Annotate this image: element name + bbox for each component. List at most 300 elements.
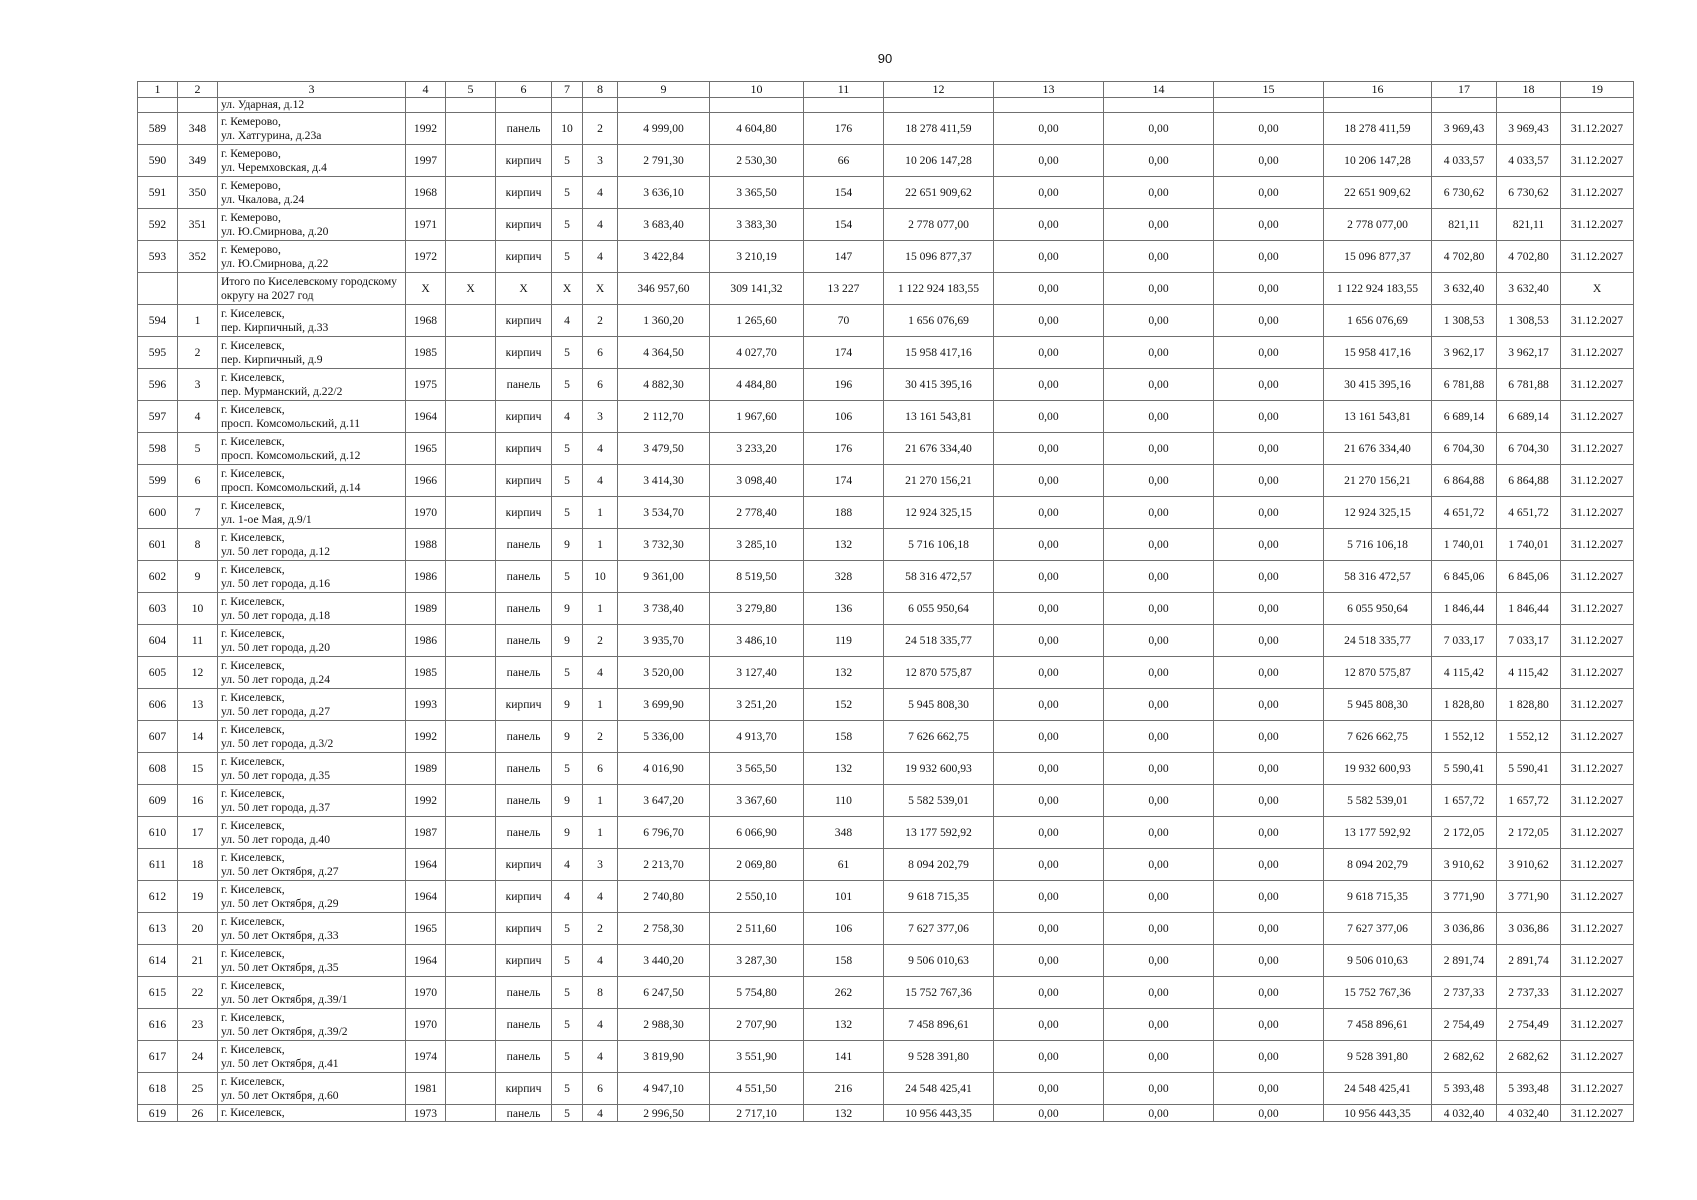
table-cell: 3 565,50 [710,753,804,785]
table-cell: 0,00 [1104,849,1214,881]
table-row [138,241,1634,273]
address-cell [218,305,406,337]
table-cell: кирпич [496,849,552,881]
table-cell: 106 [804,913,884,945]
table-cell [446,1105,496,1122]
table-cell [446,977,496,1009]
table-row [138,849,1634,881]
table-cell: 0,00 [1104,305,1214,337]
table-cell: 10 956 443,35 [1324,1105,1432,1122]
table-cell: 4 032,40 [1497,1105,1561,1122]
table-cell: 5 716 106,18 [1324,529,1432,561]
table-cell: 0,00 [1214,977,1324,1009]
address-line: ул. 50 лет города, д.3/2 [221,736,334,750]
table-cell: 5 716 106,18 [884,529,994,561]
table-cell: 616 [138,1009,178,1041]
table-cell: 4 016,90 [618,753,710,785]
address-line: пер. Мурманский, д.22/2 [221,384,343,398]
table-cell: 1 552,12 [1432,721,1497,753]
table-cell: 4 [583,465,618,497]
table-cell: 6 [583,1073,618,1105]
subtotal-row [138,273,1634,305]
table-cell: 1965 [406,913,446,945]
table-cell: 1975 [406,369,446,401]
table-cell: 1974 [406,1041,446,1073]
table-cell: 349 [178,145,218,177]
table-cell: кирпич [496,689,552,721]
table-cell: 31.12.2027 [1561,497,1634,529]
table-cell: 0,00 [1214,913,1324,945]
table-cell: 3 969,43 [1432,113,1497,145]
table-cell: 2 550,10 [710,881,804,913]
table-cell: 106 [804,401,884,433]
table-cell: 31.12.2027 [1561,945,1634,977]
address-cell [218,241,406,273]
table-cell: кирпич [496,401,552,433]
table-cell: 6 055 950,64 [884,593,994,625]
table-cell: 132 [804,753,884,785]
table-cell: 6 066,90 [710,817,804,849]
table-cell: 2 754,49 [1432,1009,1497,1041]
address-cell [218,1105,406,1122]
table-cell: 141 [804,1041,884,1073]
table-cell: 3 969,43 [1497,113,1561,145]
table-cell: 0,00 [1214,785,1324,817]
address-line: ул. 50 лет Октября, д.27 [221,864,339,878]
column-number-header: 4 [406,82,446,98]
address-line: ул. 50 лет города, д.20 [221,640,331,654]
table-cell: кирпич [496,465,552,497]
table-cell: 0,00 [994,785,1104,817]
table-cell: 0,00 [1214,177,1324,209]
table-cell: 31.12.2027 [1561,977,1634,1009]
table-cell: 0,00 [1104,561,1214,593]
table-cell [583,98,618,113]
table-cell: 4 947,10 [618,1073,710,1105]
table-cell: 1 [583,785,618,817]
table-cell [446,433,496,465]
table-cell: 31.12.2027 [1561,529,1634,561]
table-cell: 617 [138,1041,178,1073]
table-cell: 5 582 539,01 [884,785,994,817]
table-cell: 348 [178,113,218,145]
table-cell: 9 [552,721,583,753]
address-line: ул. Черемховская, д.4 [221,160,327,174]
address-cell [218,401,406,433]
address-line: ул. Ю.Смирнова, д.20 [221,224,329,238]
table-cell: 6 [178,465,218,497]
table-cell: 3 520,00 [618,657,710,689]
address-line: ул. 50 лет города, д.18 [221,608,331,622]
address-line: г. Киселевск, [221,946,285,960]
address-line: г. Киселевск, [221,690,285,704]
table-cell: 6 [583,337,618,369]
table-cell: 31.12.2027 [1561,241,1634,273]
table-cell: 13 161 543,81 [884,401,994,433]
continuation-row [138,98,1634,113]
table-cell: 4 [552,881,583,913]
table-cell: 4 651,72 [1432,497,1497,529]
table-cell: 0,00 [1104,1041,1214,1073]
address-cell [218,785,406,817]
table-cell: 0,00 [994,945,1104,977]
table-cell: 5 393,48 [1497,1073,1561,1105]
address-line: г. Киселевск, [221,754,285,768]
table-cell: 21 676 334,40 [884,433,994,465]
table-cell: 1970 [406,977,446,1009]
table-cell: 31.12.2027 [1561,913,1634,945]
table-cell: 0,00 [1104,241,1214,273]
table-cell: 608 [138,753,178,785]
table-cell: 348 [804,817,884,849]
table-cell: 5 [552,465,583,497]
table-cell: 31.12.2027 [1561,209,1634,241]
table-body [138,82,1634,1122]
address-line: г. Киселевск, [221,434,285,448]
table-cell: 0,00 [1104,1009,1214,1041]
table-cell: 31.12.2027 [1561,1073,1634,1105]
address-line: пер. Кирпичный, д.33 [221,320,329,334]
table-cell: кирпич [496,337,552,369]
table-cell: 5 754,80 [710,977,804,1009]
table-cell: 1964 [406,881,446,913]
column-number-header: 11 [804,82,884,98]
table-cell: 7 458 896,61 [1324,1009,1432,1041]
table-cell: 1 [583,529,618,561]
table-cell [446,881,496,913]
table-cell: 31.12.2027 [1561,689,1634,721]
table-row [138,977,1634,1009]
column-number-header: 7 [552,82,583,98]
table-cell: кирпич [496,433,552,465]
table-cell [446,1041,496,1073]
address-cell [218,625,406,657]
table-cell: 20 [178,913,218,945]
table-cell: 9 [178,561,218,593]
table-cell: 3 683,40 [618,209,710,241]
table-cell: 31.12.2027 [1561,113,1634,145]
table-row [138,721,1634,753]
table-cell: 0,00 [994,689,1104,721]
address-line: просп. Комсомольский, д.11 [221,416,361,430]
table-cell: 30 415 395,16 [1324,369,1432,401]
address-line: г. Киселевск, [221,370,285,384]
table-cell: 0,00 [1104,913,1214,945]
table-cell: панель [496,1105,552,1122]
table-cell: 21 [178,945,218,977]
table-cell: 0,00 [1214,625,1324,657]
table-cell: 3 285,10 [710,529,804,561]
table-cell: 0,00 [994,625,1104,657]
table-cell: 2 213,70 [618,849,710,881]
column-number-header: 5 [446,82,496,98]
table-cell: 1968 [406,177,446,209]
table-cell: 31.12.2027 [1561,177,1634,209]
table-cell [446,209,496,241]
table-cell: 0,00 [1214,561,1324,593]
table-cell: 3 732,30 [618,529,710,561]
table-cell: 0,00 [994,465,1104,497]
table-cell [446,817,496,849]
table-cell: панель [496,113,552,145]
address-cell [218,945,406,977]
table-cell: 13 161 543,81 [1324,401,1432,433]
address-line: г. Киселевск, [221,306,285,320]
table-cell: 3 365,50 [710,177,804,209]
table-cell: 1 656 076,69 [884,305,994,337]
column-number-header: 3 [218,82,406,98]
table-cell [446,561,496,593]
table-cell: 0,00 [994,113,1104,145]
table-cell: 1972 [406,241,446,273]
column-number-header: 12 [884,82,994,98]
table-cell: 4 [583,1009,618,1041]
address-line: просп. Комсомольский, д.12 [221,448,361,462]
table-row [138,785,1634,817]
table-cell: 30 415 395,16 [884,369,994,401]
table-cell: 5 [552,337,583,369]
table-cell: 7 626 662,75 [884,721,994,753]
table-cell: 6 055 950,64 [1324,593,1432,625]
address-cell [218,817,406,849]
table-cell: 0,00 [1214,593,1324,625]
table-cell [446,689,496,721]
table-cell: 3 383,30 [710,209,804,241]
table-cell [446,465,496,497]
table-cell: 24 [178,1041,218,1073]
table-cell: 4 [583,209,618,241]
table-cell: 7 626 662,75 [1324,721,1432,753]
table-row [138,913,1634,945]
table-cell: 7 [178,497,218,529]
table-cell: 3 486,10 [710,625,804,657]
table-cell: 0,00 [994,753,1104,785]
table-cell: 4 [583,945,618,977]
table-cell: 15 096 877,37 [884,241,994,273]
table-cell: 0,00 [1104,273,1214,305]
table-cell: панель [496,753,552,785]
address-line: г. Киселевск, [221,978,285,992]
table-cell: панель [496,625,552,657]
table-cell: 58 316 472,57 [884,561,994,593]
table-cell: 821,11 [1432,209,1497,241]
table-cell: X [552,273,583,305]
table-cell: 1 828,80 [1432,689,1497,721]
table-cell: 0,00 [1104,209,1214,241]
table-cell: 0,00 [1214,433,1324,465]
table-cell: 12 870 575,87 [1324,657,1432,689]
table-row [138,593,1634,625]
table-cell: 26 [178,1105,218,1122]
address-line: ул. 50 лет Октября, д.60 [221,1088,339,1102]
table-cell: 31.12.2027 [1561,849,1634,881]
table-cell [1324,98,1432,113]
address-line: г. Киселевск, [221,402,285,416]
address-line: г. Киселевск, [221,626,285,640]
table-cell: 601 [138,529,178,561]
table-cell: 3 632,40 [1432,273,1497,305]
table-cell: 154 [804,209,884,241]
address-cell [218,561,406,593]
table-cell: 5 [552,145,583,177]
table-row [138,369,1634,401]
table-cell: панель [496,1009,552,1041]
table-row [138,113,1634,145]
table-cell: 19 932 600,93 [884,753,994,785]
table-cell: 5 [552,177,583,209]
table-cell: 5 945 808,30 [1324,689,1432,721]
table-cell: 6 [583,369,618,401]
address-line: пер. Кирпичный, д.9 [221,352,323,366]
table-cell: кирпич [496,177,552,209]
table-cell: 4 913,70 [710,721,804,753]
table-cell: 592 [138,209,178,241]
address-line: г. Кемерово, [221,178,281,192]
table-cell: 1964 [406,849,446,881]
table-cell: 22 651 909,62 [884,177,994,209]
address-line: г. Киселевск, [221,658,285,672]
table-cell: 1968 [406,305,446,337]
table-cell: 4 [583,433,618,465]
table-cell: 4 [583,657,618,689]
address-line: г. Киселевск, [221,530,285,544]
table-cell: 3 771,90 [1432,881,1497,913]
table-cell: 4 032,40 [1432,1105,1497,1122]
table-cell: 3 910,62 [1497,849,1561,881]
table-cell: 0,00 [1104,369,1214,401]
table-cell: 1 740,01 [1497,529,1561,561]
table-cell [446,849,496,881]
table-cell: 821,11 [1497,209,1561,241]
address-cell [218,721,406,753]
table-cell: 25 [178,1073,218,1105]
table-cell: кирпич [496,1073,552,1105]
continuation-address: ул. Ударная, д.12 [218,98,406,113]
table-cell: 3 036,86 [1497,913,1561,945]
table-cell: 31.12.2027 [1561,1105,1634,1122]
table-cell: 3 [583,849,618,881]
table-cell: 6 730,62 [1432,177,1497,209]
table-cell [446,145,496,177]
table-cell: 17 [178,817,218,849]
table-cell: 0,00 [1104,337,1214,369]
table-row [138,945,1634,977]
table-cell: 70 [804,305,884,337]
address-line: г. Киселевск, [221,594,285,608]
table-cell: 0,00 [1214,817,1324,849]
table-cell: 9 [552,529,583,561]
table-cell: 7 033,17 [1497,625,1561,657]
table-cell: 0,00 [1104,401,1214,433]
column-number-header: 2 [178,82,218,98]
table-cell: 3 210,19 [710,241,804,273]
table-cell: 0,00 [1104,753,1214,785]
address-line: г. Киселевск, [221,1042,285,1056]
table-cell: 1 740,01 [1432,529,1497,561]
table-cell: 0,00 [1214,689,1324,721]
table-cell: 18 [178,849,218,881]
table-row [138,817,1634,849]
table-cell: 610 [138,817,178,849]
table-cell: 2 996,50 [618,1105,710,1122]
table-cell: 600 [138,497,178,529]
table-cell: 196 [804,369,884,401]
column-number-header: 16 [1324,82,1432,98]
table-cell: 9 506 010,63 [1324,945,1432,977]
table-cell: 4 027,70 [710,337,804,369]
table-cell: 2 [583,113,618,145]
table-cell: 5 [552,657,583,689]
table-cell: 3 738,40 [618,593,710,625]
table-cell: 22 [178,977,218,1009]
table-cell: X [583,273,618,305]
table-cell: 0,00 [994,337,1104,369]
table-cell: 132 [804,1009,884,1041]
table-cell: 0,00 [994,1009,1104,1041]
address-cell [218,433,406,465]
table-cell: 2 172,05 [1497,817,1561,849]
table-cell: 16 [178,785,218,817]
table-cell: 1988 [406,529,446,561]
table-cell: 9 [552,785,583,817]
table-cell: 7 627 377,06 [884,913,994,945]
table-cell: 3 367,60 [710,785,804,817]
table-cell [804,98,884,113]
table-cell: 4 882,30 [618,369,710,401]
table-cell: 154 [804,177,884,209]
table-cell: 0,00 [994,849,1104,881]
table-cell: 2 754,49 [1497,1009,1561,1041]
table-cell [446,98,496,113]
table-cell: кирпич [496,497,552,529]
table-cell: 0,00 [1104,113,1214,145]
table-cell: 2 [583,913,618,945]
table-cell: 1986 [406,625,446,657]
table-cell: 0,00 [1214,849,1324,881]
table-cell: 1985 [406,337,446,369]
table-cell: 31.12.2027 [1561,401,1634,433]
table-cell: 4 364,50 [618,337,710,369]
table-cell: 2 172,05 [1432,817,1497,849]
table-cell [446,1009,496,1041]
table-row [138,177,1634,209]
address-cell [218,1009,406,1041]
table-cell: 13 227 [804,273,884,305]
table-cell: 5 [552,1105,583,1122]
address-line: ул. 50 лет города, д.12 [221,544,331,558]
table-row [138,497,1634,529]
table-cell: 7 627 377,06 [1324,913,1432,945]
table-cell: 597 [138,401,178,433]
table-cell: 0,00 [1104,689,1214,721]
table-cell: панель [496,1041,552,1073]
column-number-header: 15 [1214,82,1324,98]
table-cell [446,241,496,273]
table-cell: 604 [138,625,178,657]
address-line: ул. 50 лет Октября, д.39/1 [221,992,348,1006]
column-number-header: 18 [1497,82,1561,98]
table-cell: 2 112,70 [618,401,710,433]
table-cell: 2 778 077,00 [884,209,994,241]
table-cell: панель [496,721,552,753]
table-cell: 0,00 [994,273,1104,305]
address-cell [218,337,406,369]
table-cell: 3 414,30 [618,465,710,497]
table-cell: 0,00 [1214,721,1324,753]
table-row [138,657,1634,689]
table-cell: 174 [804,337,884,369]
table-cell: 1 967,60 [710,401,804,433]
